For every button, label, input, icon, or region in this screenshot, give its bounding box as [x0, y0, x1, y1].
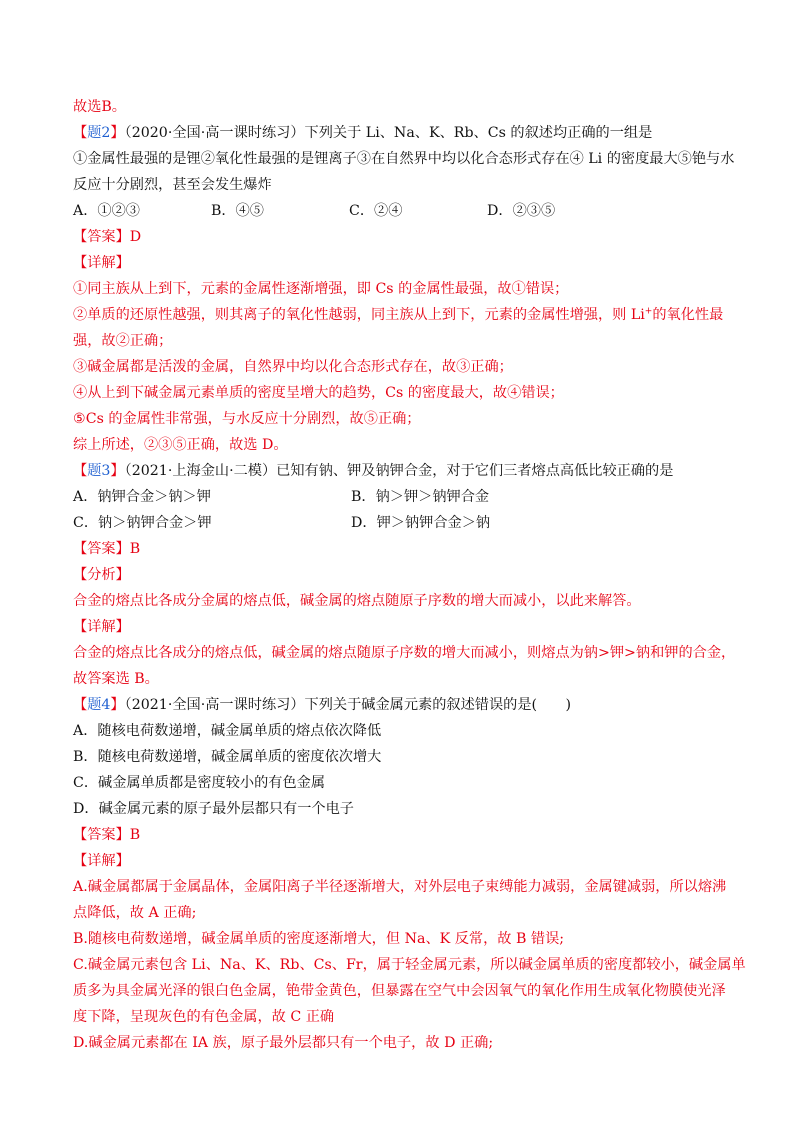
q4-option-a: A．随核电荷数递增，碱金属单质的熔点依次降低 — [73, 723, 382, 739]
q3-detail-label: 【详解】 — [73, 619, 130, 635]
q2-option-c: C．②④ — [349, 203, 403, 219]
q2-detail-5: ④从上到下碱金属元素单质的密度呈增大的趋势，Cs 的密度最大，故④错误； — [73, 385, 564, 401]
q2-detail-2-sup: + — [644, 306, 653, 317]
q3-detail-1: 合金的熔点比各成分的熔点低，碱金属的熔点随原子序数的增大而减小，则熔点为钠>钾>钠和钾的合金， — [73, 645, 736, 661]
q3-stem-line: 【题3】（2021·上海金山·二模）已知有钠、钾及钠钾合金，对于它们三者熔点高低比较正确的是 — [73, 463, 674, 479]
q2-detail-3: 强，故②正确； — [73, 333, 173, 349]
q3-detail-2: 故答案选 B。 — [73, 671, 159, 687]
q2-options — [73, 198, 733, 224]
q2-option-a: A．①②③ — [73, 203, 140, 219]
q4-detail-2: 点降低，故 A 正确; — [73, 905, 197, 921]
q2-detail-6: ⑤Cs 的金属性非常强，与水反应十分剧烈，故⑤正确； — [73, 411, 421, 427]
q4-detail-7: D.碱金属元素都在 IA 族，原子最外层都只有一个电子，故 D 正确; — [73, 1035, 494, 1051]
q2-stem: （2020·全国·高一课时练习）下列关于 Li、Na、K、Rb、Cs 的叙述均正确的一组是 — [124, 125, 653, 141]
q4-detail-3: B.随核电荷数递增，碱金属单质的密度逐渐增大，但 Na、K 反常，故 B 错误; — [73, 931, 565, 947]
q4-option-c: C．碱金属单质都是密度较小的有色金属 — [73, 775, 326, 791]
q4-detail-5: 质多为具金属光泽的银白色金属，铯带金黄色，但暴露在空气中会因氧气的氧化作用生成氧化物膜使光泽 — [73, 983, 726, 999]
q2-detail-label: 【详解】 — [73, 255, 130, 271]
q2-stem-line-3: 反应十分剧烈，甚至会发生爆炸 — [73, 177, 272, 193]
q2-detail-2-tail: 的氧化性最 — [652, 307, 724, 323]
q4-detail-4: C.碱金属元素包含 Li、Na、K、Rb、Cs、Fr，属于轻金属元素，所以碱金属单质的密度都较小，碱金属单 — [73, 957, 746, 973]
q3-option-a: A．钠钾合金＞钠＞钾 — [73, 489, 211, 505]
q4-tag: 题4 — [87, 697, 111, 713]
q4-detail-1: A.碱金属都属于金属晶体，金属阳离子半径逐渐增大，对外层电子束缚能力减弱，金属键减弱，所以熔沸 — [73, 879, 727, 895]
q3-tag: 题3 — [87, 463, 111, 479]
q4-detail-label: 【详解】 — [73, 853, 130, 869]
q2-tag: 题2 — [87, 125, 111, 141]
q3-option-d: D．钾＞钠钾合金＞钠 — [351, 515, 491, 531]
q2-detail-4: ③碱金属都是活泼的金属，自然界中均以化合态形式存在，故③正确； — [73, 359, 513, 375]
q3-analysis: 合金的熔点比各成分金属的熔点低，碱金属的熔点随原子序数的增大而减小，以此来解答。 — [73, 593, 641, 609]
q2-detail-1: ①同主族从上到下，元素的金属性逐渐增强，即 Cs 的金属性最强，故①错误； — [73, 281, 569, 297]
q3-options-row-1 — [73, 484, 733, 510]
q4-option-b: B．随核电荷数递增，碱金属单质的密度依次增大 — [73, 749, 382, 765]
q3-answer: 【答案】B — [73, 541, 141, 557]
previous-conclusion: 故选B。 — [73, 99, 126, 115]
q3-analysis-label: 【分析】 — [73, 567, 130, 583]
q2-option-b: B．④⑤ — [211, 203, 264, 219]
q2-detail-7: 综上所述，②③⑤正确，故选 D。 — [73, 437, 288, 453]
document-page — [73, 94, 746, 1056]
q2-stem-line: 【题2】（2020·全国·高一课时练习）下列关于 Li、Na、K、Rb、Cs 的叙述均正确的一组是 — [73, 125, 653, 141]
q2-option-d: D．②③⑤ — [487, 203, 556, 219]
q3-option-b: B．钠＞钾＞钠钾合金 — [351, 489, 490, 505]
q4-stem: （2021·全国·高一课时练习）下列关于碱金属元素的叙述错误的是( ) — [124, 697, 571, 713]
q4-option-d: D．碱金属元素的原子最外层都只有一个电子 — [73, 801, 354, 817]
q2-answer: 【答案】D — [73, 229, 142, 245]
q4-stem-line: 【题4】（2021·全国·高一课时练习）下列关于碱金属元素的叙述错误的是( ) — [73, 697, 571, 713]
q3-option-c: C．钠＞钠钾合金＞钾 — [73, 515, 212, 531]
q4-answer: 【答案】B — [73, 827, 141, 843]
q4-detail-6: 度下降，呈现灰色的有色金属，故 C 正确 — [73, 1009, 335, 1025]
q2-stem-line-2: ①金属性最强的是锂②氧化性最强的是锂离子③在自然界中均以化合态形式存在④ Li 的密度最大⑤铯与水 — [73, 151, 735, 167]
q3-stem: （2021·上海金山·二模）已知有钠、钾及钠钾合金，对于它们三者熔点高低比较正确的是 — [124, 463, 674, 479]
q2-detail-2-text: ②单质的还原性越强，则其离子的氧化性越弱，同主族从上到下，元素的金属性增强，则 Li — [73, 307, 645, 323]
q2-detail-2 — [73, 302, 733, 328]
q3-options-row-2 — [73, 510, 733, 536]
